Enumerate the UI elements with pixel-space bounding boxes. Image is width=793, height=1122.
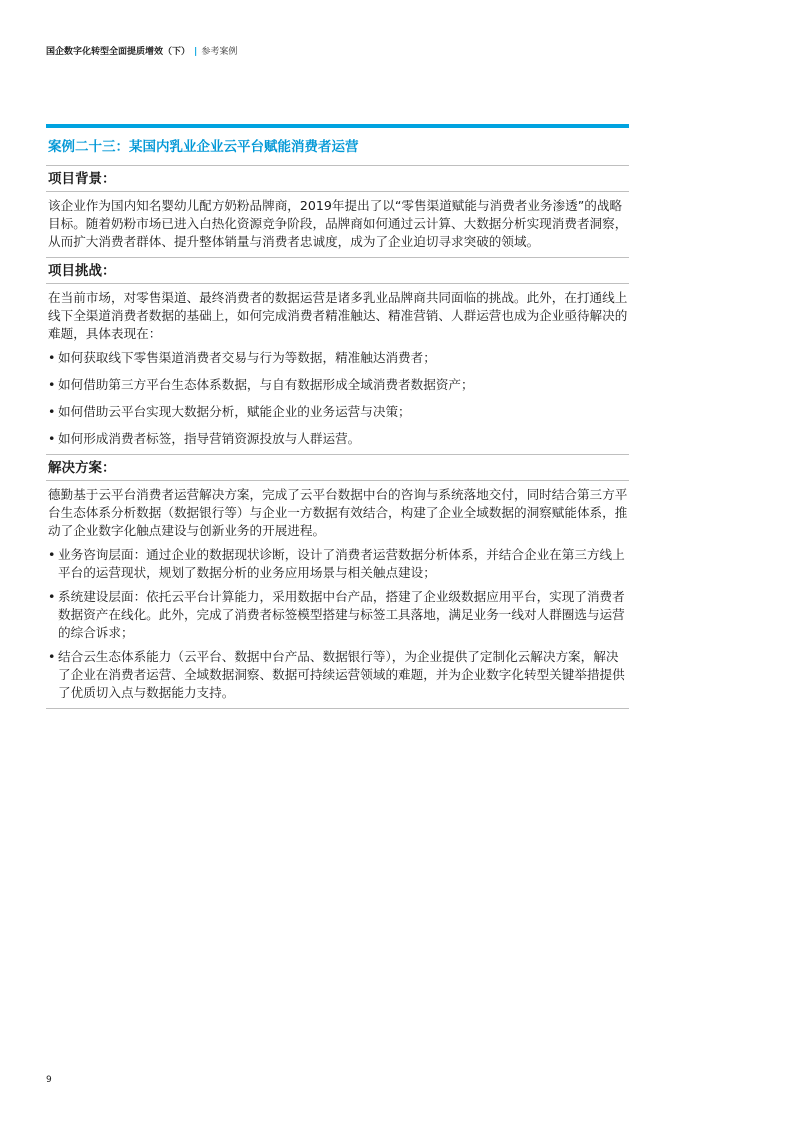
header-separator: | [194, 47, 198, 57]
page-number: 9 [46, 1075, 52, 1085]
document-title: 国企数字化转型全面提质增效（下） [46, 47, 191, 57]
bullet-icon: • [48, 404, 56, 419]
list-item: • 如何借助云平台实现大数据分析，赋能企业的业务运营与决策； [48, 404, 411, 419]
bullet-icon: • [48, 547, 56, 562]
case-title: 案例二十三：某国内乳业企业云平台赋能消费者运营 [46, 128, 629, 166]
list-item: • 如何借助第三方平台生态体系数据，与自有数据形成全域消费者数据资产； [48, 377, 474, 392]
bullet-icon: • [48, 589, 56, 604]
case-box [46, 124, 629, 709]
list-item: • 如何获取线下零售渠道消费者交易与行为等数据，精准触达消费者； [48, 350, 436, 365]
bullet-icon: • [48, 350, 56, 365]
background-body [46, 192, 629, 258]
solution-paragraph: 德勤基于云平台消费者运营解决方案，完成了云平台数据中台的咨询与系统落地交付，同时结合第三方平台生态体系分析数据（数据银行等）与企业一方数据有效结合，构建了企业全域数据的洞察赋能体系，推动了企业数字化触点建设与创新业务的开展进程。 [48, 487, 628, 538]
challenge-heading: 项目挑战： [46, 258, 629, 284]
bullet-icon: • [48, 431, 56, 446]
solution-body [46, 481, 629, 709]
list-item: • 系统建设层面：依托云平台计算能力，采用数据中台产品，搭建了企业级数据应用平台，实现了消费者数据资产在线化。此外，完成了消费者标签模型搭建与标签工具落地，满足业务一线对人群圈选与运营的综合诉求； [48, 589, 625, 640]
running-header [46, 44, 237, 57]
challenge-paragraph: 在当前市场，对零售渠道、最终消费者的数据运营是诸多乳业品牌商共同面临的挑战。此外，在打通线上线下全渠道消费者数据的基础上，如何完成消费者精准触达、精准营销、人群运营也成为企业亟待解决的难题，具体表现在： [48, 290, 628, 341]
list-item: • 结合云生态体系能力（云平台、数据中台产品、数据银行等），为企业提供了定制化云解决方案，解决了企业在消费者运营、全域数据洞察、数据可持续运营领域的难题，并为企业数字化转型关键举措提供了优质切入点与数据能力支持。 [48, 649, 625, 700]
background-paragraph: 该企业作为国内知名婴幼儿配方奶粉品牌商，2019年提出了以“零售渠道赋能与消费者业务渗透”的战略目标。随着奶粉市场已进入白热化资源竞争阶段，品牌商如何通过云计算、大数据分析实现消费者洞察，从而扩大消费者群体、提升整体销量与消费者忠诚度，成为了企业迫切寻求突破的领域。 [48, 198, 628, 249]
challenge-body [46, 284, 629, 455]
solution-heading: 解决方案： [46, 455, 629, 481]
list-item: • 如何形成消费者标签，指导营销资源投放与人群运营。 [48, 431, 361, 446]
list-item: • 业务咨询层面：通过企业的数据现状诊断，设计了消费者运营数据分析体系，并结合企业在第三方线上平台的运营现状，规划了数据分析的业务应用场景与相关触点建设； [48, 547, 625, 580]
section-label: 参考案例 [201, 47, 238, 57]
background-heading: 项目背景： [46, 166, 629, 192]
bullet-icon: • [48, 377, 56, 392]
bullet-icon: • [48, 649, 56, 664]
